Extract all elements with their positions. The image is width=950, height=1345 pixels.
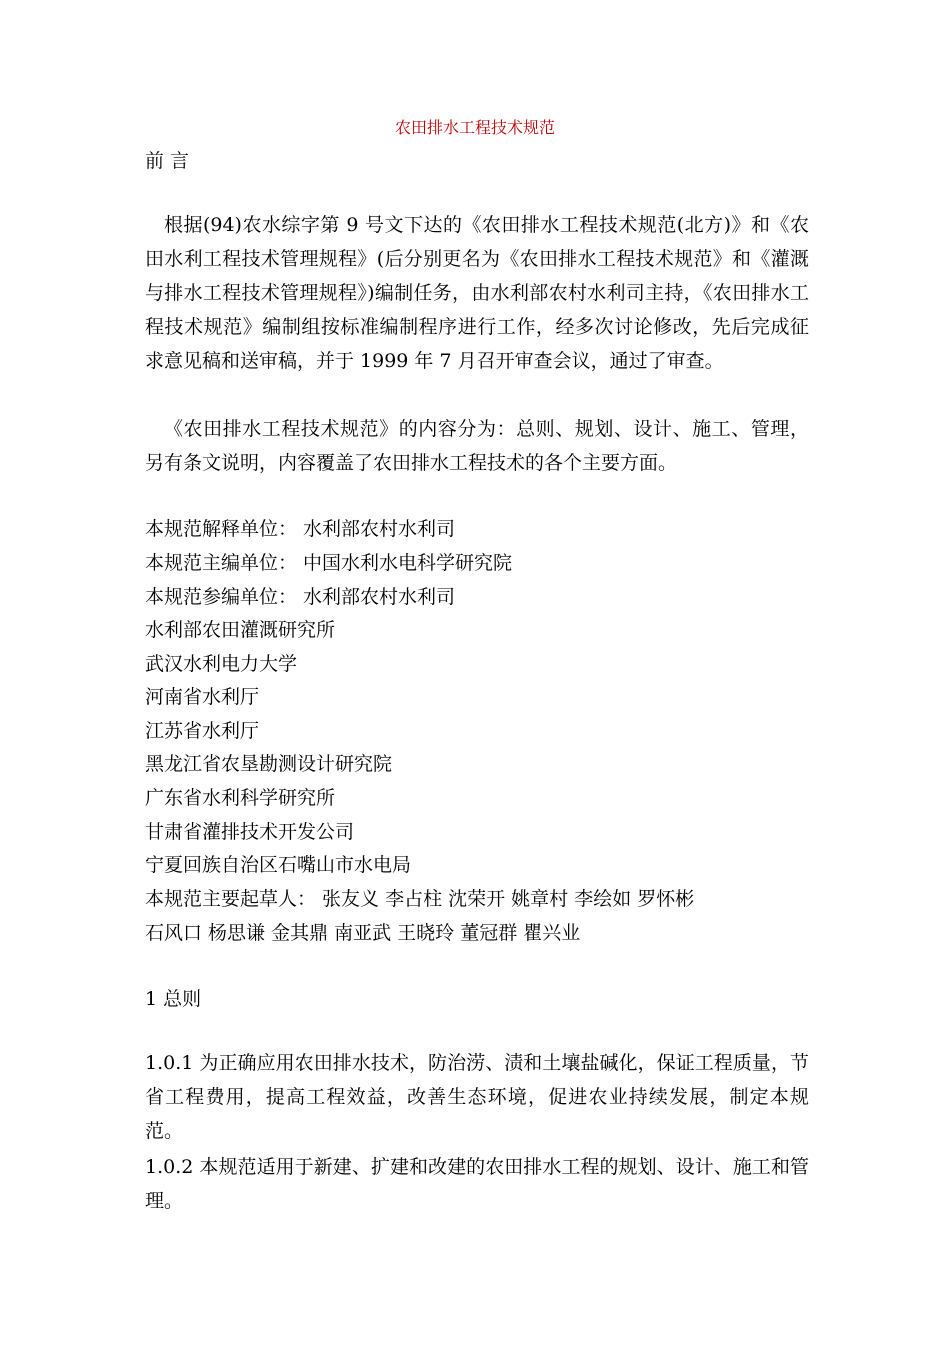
preface-paragraph-2: 《农田排水工程技术规范》的内容分为：总则、规划、设计、施工、管理，另有条文说明，内容覆盖了农田排水工程技术的各个主要方面。 [145, 418, 809, 474]
document-title: 农田排水工程技术规范 [394, 118, 555, 137]
clause-1-0-2: 1.0.2 本规范适用于新建、扩建和改建的农田排水工程的规划、设计、施工和管理。 [145, 1156, 809, 1212]
unit-line: 广东省水利科学研究所 [145, 787, 336, 809]
unit-line: 宁夏回族自治区石嘴山市水电局 [145, 854, 412, 876]
unit-line: 江苏省水利厅 [145, 720, 260, 742]
unit-line: 武汉水利电力大学 [145, 653, 298, 675]
preface-paragraph-1: 根据(94)农水综字第 9 号文下达的《农田排水工程技术规范(北方)》和《农田水利工程技术管理规程》(后分别更名为《农田排水工程技术规范》和《灌溉与排水工程技术管理规程》)编制任务，由水利部农村水利司主持，《农田排水工程技术规范》编制组按标准编制程序进行工作，经多次讨论修改，先后完成征求意见稿和送审稿，并于 1999 年 7 月召开审查会议，通过了审查。 [145, 214, 809, 372]
chapter-1-heading: 1 总则 [145, 988, 202, 1010]
clause-1-0-1: 1.0.1 为正确应用农田排水技术，防治涝、渍和土壤盐碱化，保证工程质量，节省工程费用，提高工程效益，改善生态环境，促进农业持续发展，制定本规范。 [145, 1052, 809, 1142]
drafters-line: 本规范主要起草人： 张友义 李占柱 沈荣开 姚章村 李绘如 罗怀彬 [145, 888, 695, 910]
unit-line: 本规范参编单位： 水利部农村水利司 [145, 586, 456, 608]
unit-line: 本规范主编单位： 中国水利水电科学研究院 [145, 552, 513, 574]
preface-heading: 前 言 [145, 150, 190, 172]
unit-line: 黑龙江省农垦勘测设计研究院 [145, 753, 393, 775]
drafters-line: 石风口 杨思谦 金其鼎 南亚武 王晓玲 董冠群 瞿兴业 [145, 922, 581, 944]
unit-line: 河南省水利厅 [145, 686, 260, 708]
unit-line: 本规范解释单位： 水利部农村水利司 [145, 518, 456, 540]
unit-line: 甘肃省灌排技术开发公司 [145, 821, 355, 843]
unit-line: 水利部农田灌溉研究所 [145, 619, 336, 641]
